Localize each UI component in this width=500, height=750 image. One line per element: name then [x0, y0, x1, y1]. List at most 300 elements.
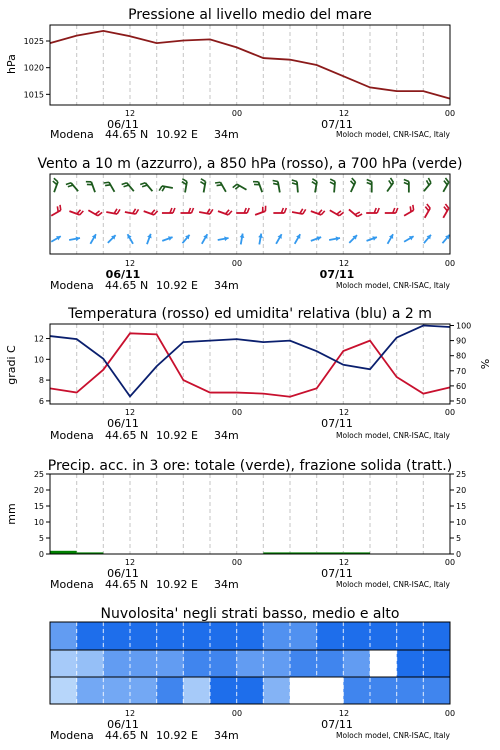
date-label: 06/11	[107, 567, 139, 580]
cloud-cell	[103, 677, 130, 704]
ytick-label: 1015	[23, 90, 44, 100]
wind-shaft	[255, 211, 265, 215]
wind-arrow	[127, 234, 133, 244]
wind-feather	[136, 209, 139, 214]
wind-feather	[426, 180, 429, 185]
wind-arrow	[276, 234, 282, 244]
cloud-cell	[423, 650, 450, 677]
ytick-label: 25	[456, 470, 467, 479]
cloud-cell	[77, 650, 104, 677]
wind-shaft	[349, 209, 357, 216]
ytick-label: 80	[456, 351, 467, 361]
date-label: 06/11	[107, 417, 139, 430]
temperature-ylabel: gradi C	[5, 345, 18, 385]
wind-arrow	[349, 235, 357, 243]
cloud-cell	[183, 677, 210, 704]
pressure-gridlines	[77, 25, 424, 105]
cloud-cell	[290, 677, 317, 704]
pressure-ylabel: hPa	[5, 54, 18, 74]
wind-xaxis	[106, 259, 455, 281]
cloud-cell	[263, 650, 290, 677]
wind-barb	[125, 209, 139, 214]
wind-barb	[106, 209, 120, 214]
temperature-yaxis	[34, 335, 50, 406]
wind-shaft	[91, 182, 95, 192]
precipitation-frame	[50, 474, 450, 554]
wind-barb	[292, 209, 306, 214]
cloud-cell	[343, 622, 370, 650]
temperature-title: Temperatura (rosso) ed umidita' relativa (blu) a 2 m	[68, 306, 432, 322]
humidity-ylabel: %	[479, 358, 492, 370]
wind-feather	[396, 208, 398, 213]
wind-feather	[427, 204, 430, 208]
pressure-series	[50, 31, 450, 99]
wind-arrow	[424, 235, 431, 243]
wind-barb	[404, 180, 409, 193]
wind-barb	[330, 179, 335, 192]
cloud-cell	[130, 677, 157, 704]
cloud-cell	[210, 677, 237, 704]
date-label: 07/11	[321, 118, 353, 131]
wind-shaft	[424, 183, 431, 191]
wind-feather	[273, 183, 278, 184]
wind-barb	[367, 180, 372, 193]
xtick-label: 12	[124, 408, 136, 417]
wind-feather	[367, 180, 372, 182]
wind-feather	[105, 185, 110, 186]
wind-feather	[445, 204, 448, 208]
wind-feather	[200, 182, 205, 185]
wind-shaft	[220, 182, 226, 192]
cloud-cell	[237, 650, 264, 677]
wind-feather	[318, 210, 322, 214]
wind-feather	[330, 179, 335, 181]
wind-barb	[425, 204, 431, 218]
wind-feather	[192, 208, 194, 213]
cloud-cell	[237, 677, 264, 704]
cloud-cell	[157, 677, 184, 704]
wind-arrow	[51, 236, 61, 242]
xtick-label: 12	[338, 558, 350, 567]
date-label: 07/11	[319, 268, 355, 281]
ytick-label: 20	[33, 486, 44, 495]
wind-arrow	[367, 236, 377, 241]
wind-title: Vento a 10 m (azzurro), a 850 hPa (rosso), a 700 hPa (verde)	[37, 156, 463, 172]
wind-barb	[443, 178, 449, 192]
wind-feather	[444, 181, 447, 185]
wind-feather	[201, 179, 206, 182]
wind-barb	[255, 206, 266, 215]
wind-feather	[303, 209, 306, 214]
location-lon: 10.92 E	[156, 429, 198, 442]
wind-barb	[144, 210, 158, 215]
ytick-label: 100	[456, 321, 472, 331]
location-line	[50, 128, 451, 141]
wind-arrow	[202, 234, 208, 244]
wind-feather	[339, 212, 343, 215]
wind-feather	[95, 211, 99, 214]
precipitation-ylabel: mm	[5, 503, 18, 525]
wind-feather	[162, 187, 165, 192]
wind-feather	[114, 209, 117, 214]
xtick-label: 12	[124, 109, 136, 118]
cloud-xaxis	[107, 709, 455, 731]
wind-feather	[377, 208, 379, 213]
cloud-cell	[77, 622, 104, 650]
precipitation-gridlines	[77, 474, 424, 554]
temperature-humidity-series	[50, 326, 450, 397]
cloud-cell	[130, 622, 157, 650]
precipitation-panel	[5, 458, 466, 591]
wind-barb	[140, 183, 152, 191]
wind-feather	[173, 208, 175, 213]
wind-feather	[425, 207, 428, 211]
wind-feather	[80, 211, 84, 215]
wind-barb	[443, 204, 449, 218]
wind-barb	[351, 178, 356, 192]
ytick-label: 5	[38, 534, 44, 543]
temperature-panel	[5, 306, 492, 442]
wind-barb	[215, 182, 226, 192]
wind-barb	[387, 178, 393, 192]
cloud-cell	[397, 650, 424, 677]
cloud-cells	[50, 622, 450, 704]
cloud-cell	[423, 622, 450, 650]
pressure-title: Pressione al livello medio del mare	[128, 7, 372, 23]
wind-shaft	[404, 210, 414, 216]
location-alt: 34m	[214, 128, 239, 141]
precipitation-yaxis	[34, 470, 466, 559]
wind-feather	[68, 185, 73, 187]
date-label: 07/11	[321, 417, 353, 430]
wind-feather	[292, 180, 297, 182]
location-alt: 34m	[214, 279, 239, 292]
location-name: Modena	[50, 279, 94, 292]
xtick-label: 00	[444, 709, 456, 718]
ytick-label: 0	[456, 550, 462, 559]
wind-feather	[235, 186, 239, 189]
date-label: 06/11	[107, 118, 139, 131]
wind-feather	[124, 185, 129, 187]
cloud-cell	[50, 677, 77, 704]
model-credit: Moloch model, CNR-ISAC, Italy	[336, 580, 450, 589]
wind-arrow	[108, 235, 116, 243]
location-alt: 34m	[214, 429, 239, 442]
cloud-cell	[130, 650, 157, 677]
pressure-line	[50, 31, 450, 99]
location-lon: 10.92 E	[156, 279, 198, 292]
date-label: 07/11	[321, 718, 353, 731]
wind-barb	[182, 179, 187, 193]
wind-panel	[37, 156, 462, 292]
wind-barb	[330, 210, 344, 216]
model-credit: Moloch model, CNR-ISAC, Italy	[336, 130, 450, 139]
xtick-label: 00	[444, 109, 456, 118]
wind-feather	[273, 180, 278, 181]
wind-arrow	[442, 235, 449, 243]
location-lat: 44.65 N	[105, 128, 149, 141]
wind-arrow	[147, 234, 152, 244]
wind-feather	[77, 210, 81, 214]
wind-arrow	[69, 236, 80, 241]
wind-barb	[86, 182, 95, 193]
date-label: 06/11	[105, 268, 141, 281]
wind-shaft	[297, 182, 298, 193]
temperature-line	[50, 333, 450, 396]
wind-barb	[273, 180, 280, 192]
cloud-cell	[157, 622, 184, 650]
wind-barb	[122, 183, 134, 191]
wind-feather	[98, 212, 102, 215]
cloud-cell	[370, 650, 397, 677]
wind-arrow	[218, 236, 229, 241]
ytick-label: 90	[456, 336, 467, 346]
xtick-label: 00	[444, 259, 456, 268]
temperature-xaxis	[107, 408, 455, 430]
location-alt: 34m	[214, 578, 239, 591]
wind-feather	[300, 209, 303, 214]
cloud-cell	[50, 650, 77, 677]
location-lat: 44.65 N	[105, 578, 149, 591]
wind-barb	[200, 179, 205, 193]
wind-barb	[366, 208, 379, 213]
model-credit: Moloch model, CNR-ISAC, Italy	[336, 431, 450, 440]
location-lat: 44.65 N	[105, 729, 149, 742]
wind-feather	[410, 206, 411, 211]
wind-feather	[321, 211, 325, 215]
cloud-title: Nuvolosita' negli strati basso, medio e alto	[100, 606, 400, 622]
ytick-label: 6	[38, 396, 44, 406]
ytick-label: 1025	[23, 37, 44, 46]
wind-barb	[404, 205, 414, 216]
date-label: 06/11	[107, 718, 139, 731]
ytick-label: 15	[33, 502, 44, 511]
wind-feather	[351, 181, 355, 185]
wind-feather	[159, 186, 162, 191]
wind-feather	[445, 178, 448, 182]
cloud-cell	[290, 650, 317, 677]
wind-barb	[51, 205, 61, 216]
wind-feather	[215, 182, 220, 183]
wind-barb	[159, 186, 173, 191]
ytick-label: 50	[456, 396, 467, 406]
wind-feather	[444, 207, 447, 211]
wind-feather	[66, 183, 71, 185]
location-lon: 10.92 E	[156, 729, 198, 742]
wind-shaft	[334, 182, 335, 193]
cloud-cell	[370, 622, 397, 650]
wind-barb	[199, 209, 213, 214]
cloud-cell	[343, 677, 370, 704]
pressure-yaxis	[24, 37, 50, 99]
wind-shaft	[109, 182, 115, 192]
wind-feather	[233, 184, 237, 187]
wind-barb	[292, 180, 298, 193]
pressure-panel	[5, 7, 455, 141]
wind-feather	[151, 210, 155, 214]
cloud-cell	[263, 677, 290, 704]
wind-feather	[413, 205, 414, 210]
model-credit: Moloch model, CNR-ISAC, Italy	[336, 731, 450, 740]
cloud-cell	[423, 677, 450, 704]
cloud-cell	[370, 677, 397, 704]
wind-barb	[273, 208, 286, 213]
wind-feather	[355, 212, 360, 215]
location-line	[50, 279, 451, 292]
wind-barb	[349, 209, 362, 216]
wind-feather	[284, 208, 286, 213]
wind-feather	[54, 178, 58, 182]
wind-feather	[225, 210, 229, 214]
xtick-label: 12	[124, 558, 136, 567]
location-lat: 44.65 N	[105, 429, 149, 442]
ytick-label: 5	[456, 534, 462, 543]
xtick-label: 12	[338, 408, 350, 417]
wind-barb	[236, 208, 249, 213]
wind-feather	[428, 178, 431, 183]
wind-feather	[53, 181, 57, 185]
cloud-cell	[397, 677, 424, 704]
ytick-label: 8	[38, 376, 44, 386]
wind-barb	[385, 208, 398, 213]
wind-shaft	[258, 182, 262, 192]
xtick-label: 12	[338, 259, 350, 268]
location-line	[50, 578, 451, 591]
xtick-label: 00	[444, 558, 456, 567]
wind-feather	[312, 179, 317, 182]
ytick-label: 0	[38, 550, 44, 559]
ytick-label: 1020	[23, 63, 44, 73]
xtick-label: 00	[231, 558, 243, 567]
cloud-cell	[210, 622, 237, 650]
location-name: Modena	[50, 729, 94, 742]
ytick-label: 10	[33, 518, 44, 527]
wind-barb	[104, 182, 115, 192]
wind-feather	[312, 182, 317, 185]
wind-feather	[182, 182, 187, 185]
cloud-cell	[397, 622, 424, 650]
model-credit: Moloch model, CNR-ISAC, Italy	[336, 281, 450, 290]
wind-barb	[311, 210, 325, 215]
wind-arrow	[329, 236, 340, 241]
cloud-cell	[317, 677, 344, 704]
wind-feather	[247, 208, 249, 213]
location-alt: 34m	[214, 729, 239, 742]
wind-feather	[217, 185, 222, 186]
wind-feather	[104, 182, 109, 183]
wind-barb	[88, 210, 102, 216]
precipitation-xaxis	[107, 558, 455, 580]
xtick-label: 00	[231, 109, 243, 118]
wind-feather	[140, 183, 145, 185]
location-name: Modena	[50, 128, 94, 141]
cloud-cell	[317, 622, 344, 650]
wind-barb	[162, 208, 175, 213]
wind-feather	[228, 211, 232, 215]
xtick-label: 12	[124, 259, 136, 268]
wind-arrow	[311, 236, 321, 241]
cloud-cell	[317, 650, 344, 677]
wind-feather	[404, 180, 409, 182]
xtick-label: 12	[338, 709, 350, 718]
wind-arrow	[258, 234, 263, 245]
cloud-cell	[343, 650, 370, 677]
ytick-label: 15	[456, 502, 467, 511]
ytick-label: 12	[33, 334, 44, 344]
xtick-label: 00	[231, 709, 243, 718]
cloud-cell	[290, 622, 317, 650]
wind-barb	[253, 182, 262, 193]
wind-feather	[337, 211, 341, 214]
wind-feather	[390, 178, 393, 183]
xtick-label: 12	[338, 109, 350, 118]
cloud-cell	[50, 622, 77, 650]
pressure-frame	[50, 25, 450, 105]
ytick-label: 25	[33, 470, 44, 479]
wind-shaft	[145, 183, 152, 191]
wind-barb	[312, 179, 317, 193]
wind-feather	[122, 183, 127, 185]
wind-arrow	[388, 234, 394, 244]
cloud-panel	[50, 606, 455, 742]
temperature-frame	[50, 324, 450, 404]
wind-feather	[389, 180, 392, 185]
wind-feather	[357, 214, 362, 217]
location-lon: 10.92 E	[156, 578, 198, 591]
wind-shaft	[51, 210, 61, 216]
ytick-label: 10	[33, 355, 44, 365]
wind-barb	[218, 210, 232, 215]
wind-feather	[133, 209, 136, 214]
cloud-cell	[183, 622, 210, 650]
wind-feather	[207, 209, 210, 214]
wind-arrow	[162, 236, 172, 241]
xtick-label: 00	[231, 259, 243, 268]
humidity-yaxis	[450, 322, 471, 406]
location-lon: 10.92 E	[156, 128, 198, 141]
cloud-cell	[157, 650, 184, 677]
wind-arrow	[404, 236, 414, 242]
xtick-label: 00	[444, 408, 456, 417]
wind-feather	[352, 178, 356, 182]
cloud-cell	[103, 622, 130, 650]
wind-barb	[181, 208, 194, 213]
wind-barbs	[51, 178, 449, 244]
wind-feather	[117, 209, 120, 214]
location-lat: 44.65 N	[105, 279, 149, 292]
wind-barb	[233, 184, 247, 190]
date-label: 07/11	[321, 567, 353, 580]
wind-arrow	[240, 234, 245, 245]
ytick-label: 10	[456, 518, 467, 527]
location-name: Modena	[50, 578, 94, 591]
wind-feather	[142, 185, 147, 187]
cloud-cell	[210, 650, 237, 677]
cloud-cell	[77, 677, 104, 704]
ytick-label: 20	[456, 486, 467, 495]
xtick-label: 00	[231, 408, 243, 417]
location-name: Modena	[50, 429, 94, 442]
xtick-label: 12	[124, 709, 136, 718]
cloud-cell	[183, 650, 210, 677]
wind-feather	[60, 205, 61, 210]
location-line	[50, 729, 451, 742]
ytick-label: 70	[456, 366, 467, 376]
wind-feather	[57, 206, 58, 211]
cloud-cell	[103, 650, 130, 677]
wind-arrow	[295, 234, 301, 244]
wind-barb	[53, 178, 58, 192]
